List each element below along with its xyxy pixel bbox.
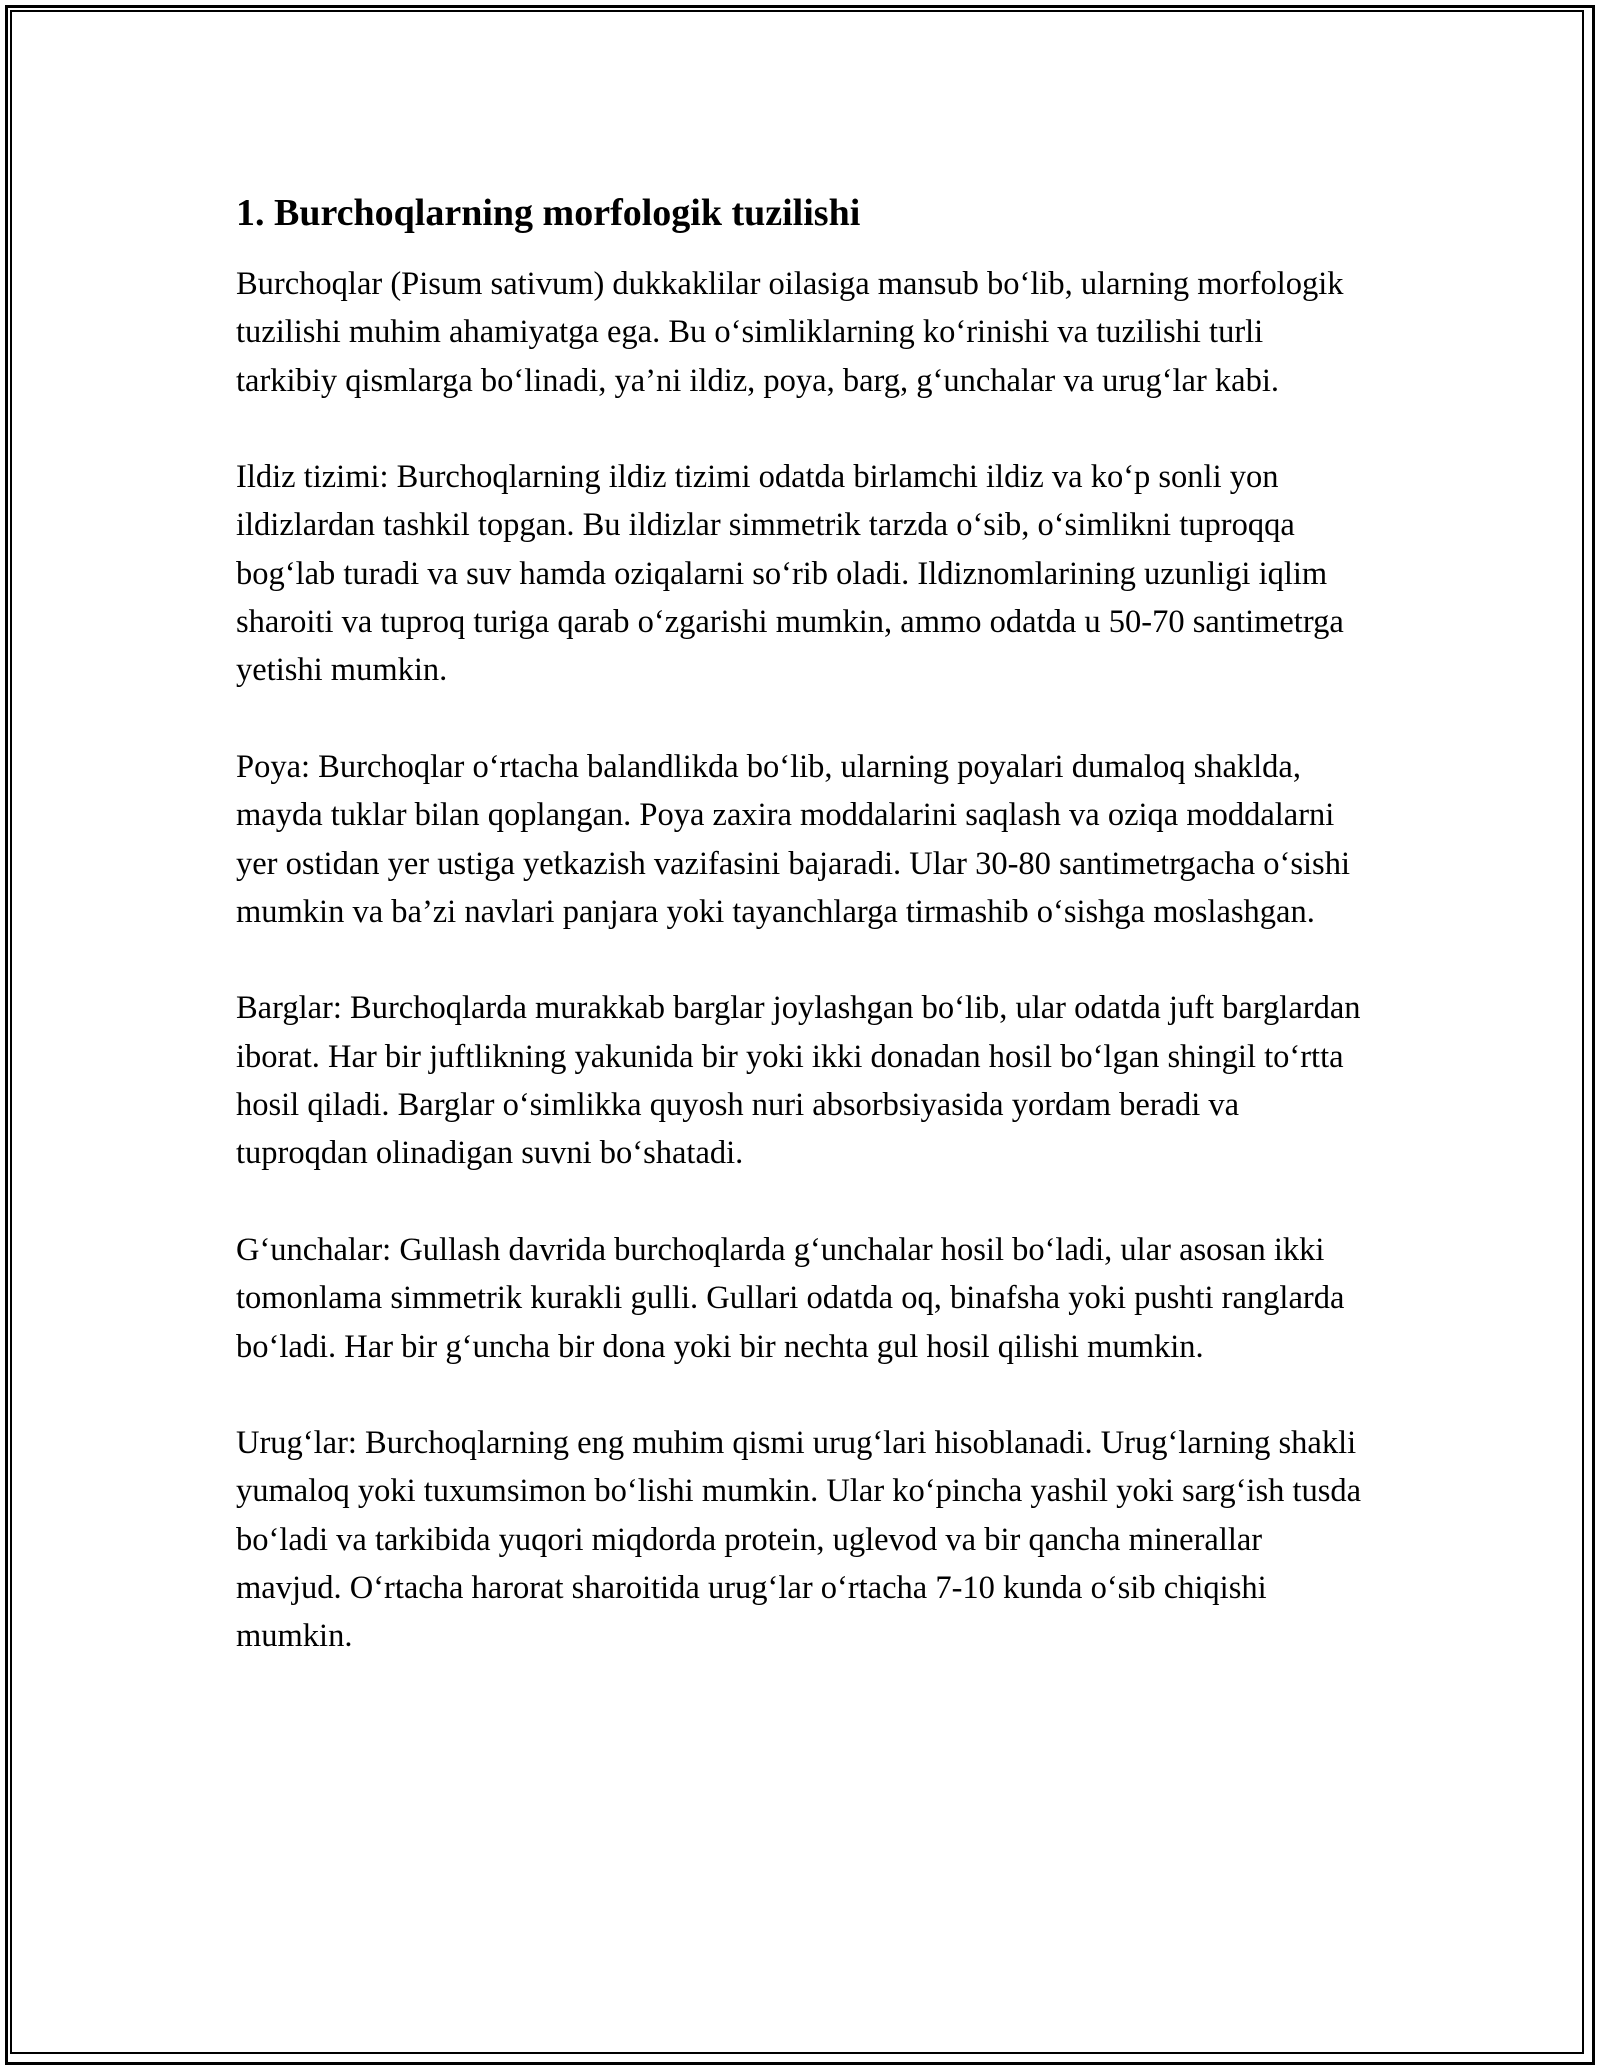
paragraph-stem: Poya: Burchoqlar o‘rtacha balandlikda bo‘lib, ularning poyalari dumaloq shaklda, mayda tuklar bilan qoplangan. Poya zaxira moddalarini saqlash va oziqa moddalarni yer ostidan yer ustiga yetkazish vazifasini bajaradi. Ular 30-80 santimetrgacha o‘sishi mumkin va ba’zi navlari panjara yoki tayanchlarga tirmashib o‘sishga moslashgan.: [236, 748, 1350, 930]
document-title: 1. Burchoqlarning morfologik tuzilishi: [236, 192, 861, 234]
document-body: [236, 186, 1366, 1709]
paragraph-leaves: Barglar: Burchoqlarda murakkab barglar joylashgan bo‘lib, ular odatda juft barglardan iborat. Har bir juftlikning yakunida bir yoki ikki donadan hosil bo‘lgan shingil to‘rtta hosil qiladi. Barglar o‘simlikka quyosh nuri absorbsiyasida yordam beradi va tuproqdan olinadigan suvni bo‘shatadi.: [236, 990, 1361, 1172]
paragraph-root-system: Ildiz tizimi: Burchoqlarning ildiz tizimi odatda birlamchi ildiz va ko‘p sonli yon ildizlardan tashkil topgan. Bu ildizlar simmetrik tarzda o‘sib, o‘simlikni tuproqqa bog‘lab turadi va suv hamda oziqalarni so‘rib oladi. Ildiznomlarining uzunligi iqlim sharoiti va tuproq turiga qarab o‘zgarishi mumkin, ammo odatda u 50-70 santimetrga yetishi mumkin.: [236, 459, 1344, 689]
paragraph-seeds: Urug‘lar: Burchoqlarning eng muhim qismi urug‘lari hisoblanadi. Urug‘larning shakli yumaloq yoki tuxumsimon bo‘lishi mumkin. Ular ko‘pincha yashil yoki sarg‘ish tusda bo‘ladi va tarkibida yuqori miqdorda protein, uglevod va bir qancha minerallar mavjud. O‘rtacha harorat sharoitida urug‘lar o‘rtacha 7-10 kunda o‘sib chiqishi mumkin.: [236, 1425, 1362, 1655]
paragraph-intro: Burchoqlar (Pisum sativum) dukkaklilar oilasiga mansub bo‘lib, ularning morfologik tuzilishi muhim ahamiyatga ega. Bu o‘simliklarning ko‘rinishi va tuzilishi turli tarkibiy qismlarga bo‘linadi, ya’ni ildiz, poya, barg, g‘unchalar va urug‘lar kabi.: [236, 266, 1344, 399]
paragraph-buds: G‘unchalar: Gullash davrida burchoqlarda g‘unchalar hosil bo‘ladi, ular asosan ikki tomonlama simmetrik kurakli gulli. Gullari odatda oq, binafsha yoki pushti ranglarda bo‘ladi. Har bir g‘uncha bir dona yoki bir nechta gul hosil qilishi mumkin.: [236, 1231, 1345, 1365]
